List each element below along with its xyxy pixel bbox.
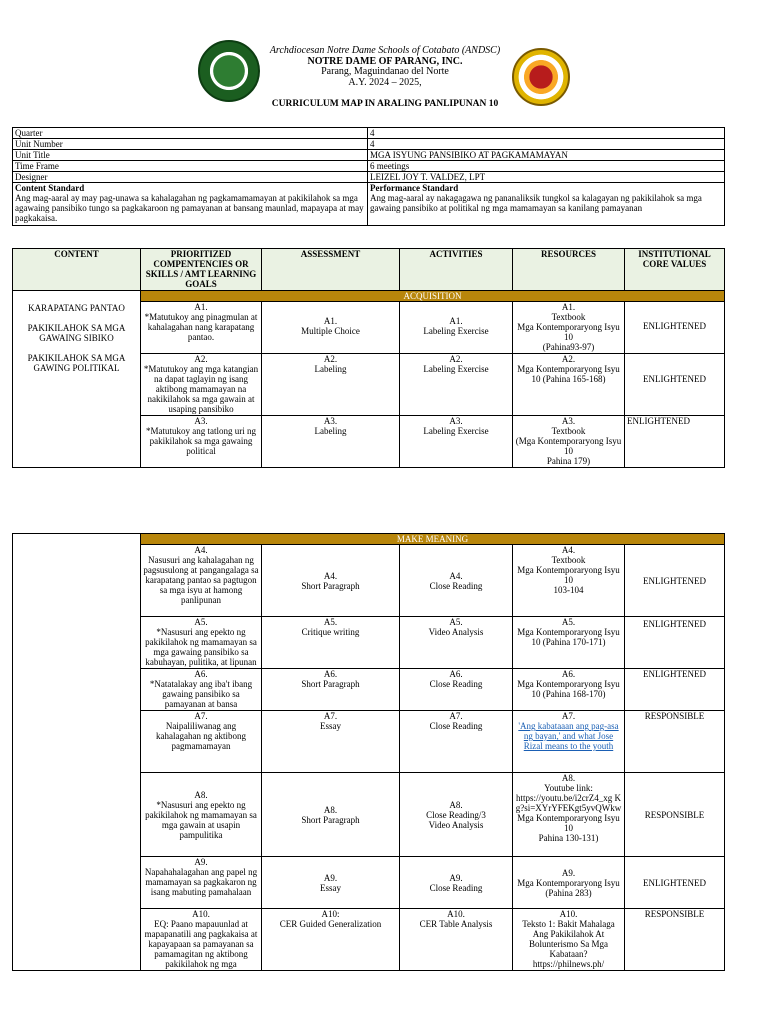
competency-a5: A5. *Nasusuri ang epekto ng pakikilahok ng mamamayan sa mga gawaing pansibiko sa kabuhayan, pulitika, at lipunan xyxy=(141,617,262,669)
activity-a9: A9. Close Reading xyxy=(400,857,513,909)
acquisition-band: ACQUISITION xyxy=(141,291,725,302)
resource-a1: A1. Textbook Mga Kontemporaryong Isyu 10 (Pahina93-97) xyxy=(513,302,625,354)
resource-a6: A6. Mga Kontemporaryong Isyu 10 (Pahina 168-170) xyxy=(513,669,625,711)
core-value-a6: ENLIGHTENED xyxy=(625,669,725,711)
quarter-value: 4 xyxy=(368,128,725,139)
competency-a1: A1. *Matutukoy ang pinagmulan at kahalagahan nang karapatang pantao. xyxy=(141,302,262,354)
assessment-a9: A9. Essay xyxy=(262,857,400,909)
make-meaning-content-cell xyxy=(13,534,141,971)
core-value-a10: RESPONSIBLE xyxy=(625,909,725,971)
competency-a4: A4. Nasusuri ang kahalagahan ng pagsusulong at pangangalaga sa karapatang pantao sa pagtugon sa mga isyu at hamong panlipunan xyxy=(141,545,262,617)
assessment-a6: A6. Short Paragraph xyxy=(262,669,400,711)
header-address: Parang, Maguindanao del Norte xyxy=(321,66,449,77)
assessment-a8: A8. Short Paragraph xyxy=(262,773,400,857)
content-topic-2: PAKIKILAHOK SA MGA GAWAING SIBIKO xyxy=(27,323,126,343)
resource-a8: A8. Youtube link: https://youtu.be/i2crZ4_xg Kg?si=XYrYFEKgt5yvQWkw Mga Kontemporaryong Isyu 10 Pahina 130-131) xyxy=(513,773,625,857)
performance-standard-text: Ang mag-aaral ay nakagagawa ng pananaliksik tungkol sa kalagayan ng pakikilahok sa mga gawaing pansibiko at politikal ng mga mamamayan sa kanilang pamayanan xyxy=(370,193,702,213)
core-value-a2: ENLIGHTENED xyxy=(625,354,725,416)
competency-a9: A9. Napahahalagahan ang papel ng mamamayan sa pagkakaron ng isang mabuting pamahalaan xyxy=(141,857,262,909)
core-value-a5: ENLIGHTENED xyxy=(625,617,725,669)
core-value-a4: ENLIGHTENED xyxy=(625,545,725,617)
performance-standard-label: Performance Standard xyxy=(370,183,459,193)
assessment-a4: A4. Short Paragraph xyxy=(262,545,400,617)
activity-a4: A4. Close Reading xyxy=(400,545,513,617)
core-value-a1: ENLIGHTENED xyxy=(625,302,725,354)
archdiocese-seal-logo xyxy=(512,48,570,106)
content-standard-label: Content Standard xyxy=(15,183,85,193)
unit-info-table xyxy=(12,127,725,226)
column-header-activities: ACTIVITIES xyxy=(400,249,513,291)
header-academic-year: A.Y. 2024 – 2025, xyxy=(348,76,422,88)
content-topic-1: KARAPATANG PANTAO xyxy=(28,303,125,313)
designer-value: LEIZEL JOY T. VALDEZ, LPT xyxy=(368,172,725,183)
resource-a7-link[interactable]: 'Ang kabataaan ang pag-asa ng bayan,' and what Jose Rizal means to the youth xyxy=(518,721,619,751)
column-header-core-values: INSTITUTIONAL CORE VALUES xyxy=(625,249,725,291)
document-header xyxy=(260,46,510,88)
column-header-content: CONTENT xyxy=(13,249,141,291)
resource-a7 xyxy=(513,711,625,773)
resource-a4: A4. Textbook Mga Kontemporaryong Isyu 10 103-104 xyxy=(513,545,625,617)
competency-a10: A10. EQ: Paano mapauunlad at mapapanatili ang pagkakaisa at kapayapaan sa pamayanan sa pamamagitan ng aktibong pakikilahok ng mga xyxy=(141,909,262,971)
resource-a5: A5. Mga Kontemporaryong Isyu 10 (Pahina 170-171) xyxy=(513,617,625,669)
content-topic-3: PAKIKILAHOK SA MGA GAWING POLITIKAL xyxy=(27,353,126,373)
core-value-a3: ENLIGHTENED xyxy=(625,416,725,468)
activity-a6: A6. Close Reading xyxy=(400,669,513,711)
competency-a7: A7. Naipaliliwanag ang kahalagahan ng aktibong pagmamamayan xyxy=(141,711,262,773)
competency-a8: A8. *Nasusuri ang epekto ng pakikilahok ng mamamayan sa mga gawain at usapin pampulitika xyxy=(141,773,262,857)
unit-number-value: 4 xyxy=(368,139,725,150)
column-header-competencies: PRIORITIZED COMPENTENCIES OR SKILLS / AMT LEARNING GOALS xyxy=(141,249,262,291)
assessment-a5: A5. Critique writing xyxy=(262,617,400,669)
activity-a8: A8. Close Reading/3 Video Analysis xyxy=(400,773,513,857)
core-value-a7: RESPONSIBLE xyxy=(625,711,725,773)
curriculum-map-acquisition-table xyxy=(12,248,725,468)
activity-a2: A2. Labeling Exercise xyxy=(400,354,513,416)
unit-title-value: MGA ISYUNG PANSIBIKO AT PAGKAMAMAYAN xyxy=(368,150,725,161)
header-organization: Archdiocesan Notre Dame Schools of Cotabato (ANDSC) xyxy=(269,45,501,56)
unit-title-label: Unit Title xyxy=(13,150,368,161)
performance-standard-cell xyxy=(368,183,725,226)
column-header-resources: RESOURCES xyxy=(513,249,625,291)
content-standard-text: Ang mag-aaral ay may pag-unawa sa kahalagahan ng pagkamamamayan at pakikilahok sa mga agawaing pansibiko tungo sa pagkakaroon ng pamayanan at bansang maunlad, mapayapa at may pagkakaisa. xyxy=(15,193,364,223)
assessment-a7: A7. Essay xyxy=(262,711,400,773)
quarter-label: Quarter xyxy=(13,128,368,139)
activity-a10: A10. CER Table Analysis xyxy=(400,909,513,971)
activity-a3: A3. Labeling Exercise xyxy=(400,416,513,468)
assessment-a3: A3. Labeling xyxy=(262,416,400,468)
resource-a3: A3. Textbook (Mga Kontemporaryong Isyu 10 Pahina 179) xyxy=(513,416,625,468)
make-meaning-band: MAKE MEANING xyxy=(141,534,725,545)
designer-label: Designer xyxy=(13,172,368,183)
assessment-a10: A10: CER Guided Generalization xyxy=(262,909,400,971)
curriculum-map-make-meaning-table xyxy=(12,533,725,971)
competency-a2: A2. *Matutukoy ang mga katangian na dapat taglayin ng isang aktibong mamamayan na nakikilahok sa mga gawain at usaping pansibiko xyxy=(141,354,262,416)
resource-a10: A10. Teksto 1: Bakit Mahalaga Ang Pakikilahok At Bolunterismo Sa Mga Kabataan? https://philnews.ph/ xyxy=(513,909,625,971)
resource-a9: A9. Mga Kontemporaryong Isyu (Pahina 283) xyxy=(513,857,625,909)
competency-a6: A6. *Natatalakay ang iba't ibang gawaing pansibiko sa pamayanan at bansa xyxy=(141,669,262,711)
resource-a2: A2. Mga Kontemporaryong Isyu 10 (Pahina 165-168) xyxy=(513,354,625,416)
time-frame-label: Time Frame xyxy=(13,161,368,172)
activity-a7: A7. Close Reading xyxy=(400,711,513,773)
resource-a7-label: A7. xyxy=(561,711,576,721)
activity-a1: A1. Labeling Exercise xyxy=(400,302,513,354)
time-frame-value: 6 meetings xyxy=(368,161,725,172)
assessment-a2: A2. Labeling xyxy=(262,354,400,416)
school-seal-logo xyxy=(198,40,260,102)
header-school-name: NOTRE DAME OF PARANG, INC. xyxy=(307,55,463,67)
column-header-assessment: ASSESSMENT xyxy=(262,249,400,291)
acquisition-content-cell xyxy=(13,291,141,468)
unit-number-label: Unit Number xyxy=(13,139,368,150)
activity-a5: A5. Video Analysis xyxy=(400,617,513,669)
competency-a3: A3. *Matutukoy ang tatlong uri ng pakikilahok sa mga gawaing political xyxy=(141,416,262,468)
assessment-a1: A1. Multiple Choice xyxy=(262,302,400,354)
content-standard-cell xyxy=(13,183,368,226)
document-title: CURRICULUM MAP IN ARALING PANLIPUNAN 10 xyxy=(271,99,499,109)
core-value-a9: ENLIGHTENED xyxy=(625,857,725,909)
core-value-a8: RESPONSIBLE xyxy=(625,773,725,857)
